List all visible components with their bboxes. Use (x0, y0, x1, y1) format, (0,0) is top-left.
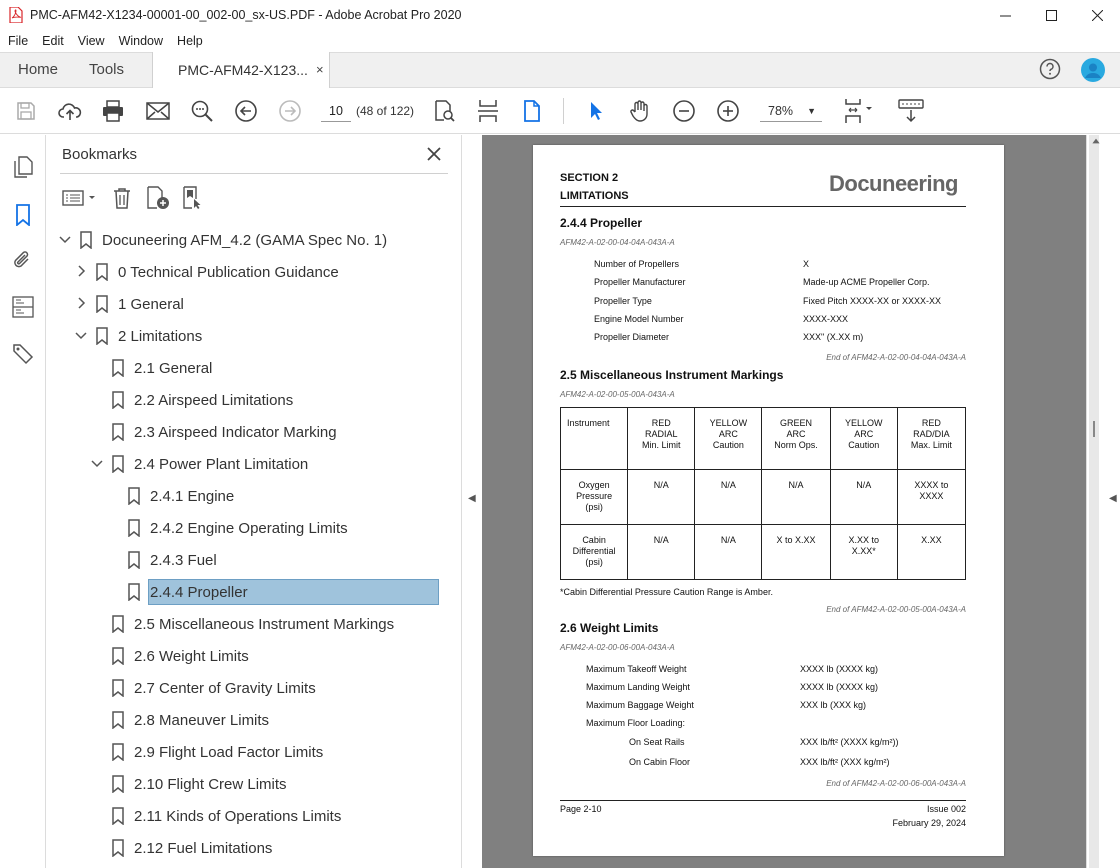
single-page-view-icon[interactable] (519, 98, 545, 124)
left-navigation-rail (0, 135, 46, 868)
table-header-cell: RED RAD/DIA Max. Limit (897, 408, 965, 470)
weight-limit-value: XXX lb (XXX kg) (800, 700, 867, 710)
bookmark-icon (96, 295, 108, 313)
hand-tool-icon[interactable] (627, 98, 653, 124)
close-window-button[interactable] (1074, 0, 1120, 30)
page-number-input[interactable]: 10 (321, 100, 351, 122)
bookmark-2-8-maneuver[interactable] (46, 706, 446, 734)
table-cell: X.XX (897, 525, 965, 580)
next-page-icon[interactable] (277, 98, 303, 124)
table-cell: X to X.XX (762, 525, 830, 580)
bookmark-2-10-flight-crew[interactable] (46, 770, 446, 798)
bookmark-label: 2.2 Airspeed Limitations (134, 392, 294, 409)
weight-limit-label: Maximum Baggage Weight (586, 700, 694, 710)
section-title-line1: SECTION 2 (560, 172, 619, 184)
bookmark-label: 2.5 Miscellaneous Instrument Markings (134, 616, 395, 633)
bookmark-label: 2.4.2 Engine Operating Limits (150, 520, 348, 537)
layers-icon[interactable] (11, 295, 35, 319)
tab-home[interactable]: Home (18, 61, 59, 78)
bookmark-2-11-kinds-of-operations[interactable] (46, 802, 446, 830)
bookmark-options-icon[interactable] (62, 186, 98, 210)
close-icon[interactable] (424, 144, 444, 164)
propeller-spec-label: Engine Model Number (594, 313, 684, 324)
title-bar (0, 0, 1120, 30)
table-cell: N/A (695, 525, 762, 580)
bookmark-icon (128, 551, 140, 569)
bookmark-label: 0 Technical Publication Guidance (118, 264, 339, 281)
search-document-icon[interactable] (431, 98, 457, 124)
table-header-row (561, 408, 966, 470)
bookmark-label: 2 Limitations (118, 328, 203, 345)
propeller-spec-value: X (803, 259, 810, 269)
help-icon[interactable] (1039, 58, 1061, 80)
table-header-cell: GREEN ARC Norm Ops. (762, 408, 830, 470)
chevron-down-icon: ▼ (807, 106, 816, 116)
weight-limit-label: On Cabin Floor (629, 757, 691, 767)
table-cell: N/A (628, 525, 695, 580)
document-scrollbar-thumb[interactable] (1093, 421, 1095, 437)
propeller-spec-value: Fixed Pitch XXXX-XX or XXXX-XX (803, 295, 942, 306)
header-rule (560, 206, 966, 207)
bookmark-icon (112, 807, 124, 825)
bookmark-icon (112, 775, 124, 793)
menu-bar (0, 30, 1120, 52)
propeller-heading: 2.4.4 Propeller (560, 216, 643, 230)
zoom-value: 78% (768, 104, 794, 118)
menu-edit[interactable]: Edit (42, 34, 64, 48)
chevron-right-icon[interactable] (74, 264, 88, 278)
select-cursor-icon[interactable] (583, 98, 609, 124)
table-cell: X.XX to X.XX* (830, 525, 897, 580)
previous-page-icon[interactable] (233, 98, 259, 124)
bookmark-label: 2.12 Fuel Limitations (134, 840, 273, 857)
email-icon[interactable] (145, 98, 171, 124)
bookmark-label: 2.4.3 Fuel (150, 552, 217, 569)
weight-limit-value: XXXX lb (XXXX kg) (800, 682, 879, 692)
page-count-label: (48 of 122) (356, 104, 415, 118)
bookmark-label: 2.8 Maneuver Limits (134, 712, 270, 729)
weight-end-dmc: End of AFM42-A-02-00-06-00A-043A-A (826, 779, 966, 788)
bookmark-label: 2.3 Airspeed Indicator Marking (134, 424, 337, 441)
page-thumbnails-icon[interactable] (11, 155, 35, 179)
bookmark-label: 2.11 Kinds of Operations Limits (134, 808, 342, 825)
bookmark-icon (96, 263, 108, 281)
bookmark-icon (112, 839, 124, 857)
bookmark-icon (112, 743, 124, 761)
document-scrollbar[interactable] (1089, 135, 1099, 868)
table-cell: N/A (762, 470, 830, 525)
panel-splitter[interactable] (462, 135, 482, 868)
attachments-icon[interactable] (11, 248, 35, 272)
tab-tools[interactable]: Tools (89, 61, 125, 78)
propeller-spec-value: XXX" (X.XX m) (803, 332, 864, 343)
find-icon[interactable] (189, 98, 215, 124)
menu-window[interactable]: Window (118, 34, 164, 48)
tab-bar (0, 52, 1120, 88)
table-row (561, 470, 966, 525)
print-icon[interactable] (100, 98, 126, 124)
bookmark-label: 2.9 Flight Load Factor Limits (134, 744, 324, 761)
bookmark-label: 2.6 Weight Limits (134, 648, 249, 665)
weight-heading: 2.6 Weight Limits (560, 621, 659, 635)
bookmarks-toolbar (60, 173, 448, 215)
propeller-spec-value: Made-up ACME Propeller Corp. (803, 277, 930, 288)
bookmarks-panel (46, 135, 462, 868)
bookmark-icon (112, 711, 124, 729)
chevron-down-icon[interactable] (74, 328, 88, 342)
table-row (561, 525, 966, 580)
zoom-select[interactable] (760, 100, 822, 122)
bookmark-icon (96, 327, 108, 345)
toolbar-separator (563, 98, 564, 124)
weight-limit-label: Maximum Landing Weight (586, 682, 690, 692)
chevron-down-icon[interactable] (58, 232, 72, 246)
weight-limit-value: XXX lb/ft² (XXXX kg/m²)) (800, 737, 899, 747)
bookmark-label: Docuneering AFM_4.2 (GAMA Spec No. 1) (102, 232, 388, 249)
tab-document-label: PMC-AFM42-X123... (178, 62, 308, 78)
bookmark-2-4-3-fuel[interactable] (46, 546, 446, 574)
bookmark-icon (112, 455, 124, 473)
bookmark-icon (112, 423, 124, 441)
bookmark-icon (112, 359, 124, 377)
bookmark-2-6-weight[interactable] (46, 642, 446, 670)
zoom-out-icon[interactable] (671, 98, 697, 124)
bookmark-root[interactable] (46, 226, 446, 254)
bookmark-0-tech-pub[interactable] (46, 258, 446, 286)
table-header-cell: Instrument (561, 408, 628, 470)
footer-date: February 29, 2024 (892, 818, 966, 828)
bookmark-label: 2.4.4 Propeller (150, 584, 248, 601)
bookmark-2-2-airspeed[interactable] (46, 386, 446, 414)
company-logo: Docuneering (829, 171, 958, 196)
bookmark-2-4-4-propeller[interactable] (46, 578, 446, 606)
bookmark-2-4-2-engine-operating[interactable] (46, 514, 446, 542)
bookmark-2-limitations[interactable] (46, 322, 446, 350)
bookmark-icon (112, 647, 124, 665)
markings-dmc: AFM42-A-02-00-05-00A-043A-A (560, 390, 675, 399)
bookmark-label: 1 General (118, 296, 184, 313)
table-cell: N/A (628, 470, 695, 525)
window-title: PMC-AFM42-X1234-00001-00_002-00_sx-US.PDF - Adobe Acrobat Pro 2020 (30, 8, 462, 22)
tags-icon[interactable] (11, 342, 35, 366)
bookmark-2-12-fuel-limitations[interactable] (46, 834, 446, 862)
footer-issue: Issue 002 (926, 804, 966, 814)
propeller-spec-value: XXXX-XXX (803, 313, 849, 324)
propeller-spec-label: Propeller Type (594, 295, 652, 306)
bookmark-icon (128, 583, 140, 601)
bookmark-icon (80, 231, 92, 249)
bookmarks-icon[interactable] (11, 203, 35, 227)
chevron-down-icon[interactable] (90, 456, 104, 470)
bookmark-icon (128, 487, 140, 505)
menu-file[interactable]: File (8, 34, 29, 48)
chevron-right-icon[interactable] (74, 296, 88, 310)
page-fit-icon[interactable] (475, 98, 501, 124)
minimize-button[interactable] (982, 0, 1028, 30)
bookmark-icon (112, 679, 124, 697)
bookmark-label: 2.4.1 Engine (150, 488, 235, 505)
scroll-up-icon[interactable] (1089, 135, 1103, 147)
propeller-spec-label: Propeller Diameter (594, 332, 670, 343)
bookmark-2-9-load-factor[interactable] (46, 738, 446, 766)
bookmark-1-general[interactable] (46, 290, 446, 318)
cloud-upload-icon[interactable] (57, 98, 83, 124)
menu-view[interactable]: View (77, 34, 105, 48)
zoom-in-icon[interactable] (715, 98, 741, 124)
bookmark-2-3-airspeed-indicator[interactable] (46, 418, 446, 446)
weight-dmc: AFM42-A-02-00-06-00A-043A-A (560, 643, 675, 652)
avatar[interactable] (1081, 58, 1105, 82)
bookmark-2-7-cg[interactable] (46, 674, 446, 702)
markings-note: *Cabin Differential Pressure Caution Range is Amber. (560, 587, 773, 597)
delete-bookmark-icon[interactable] (112, 186, 132, 210)
markings-heading: 2.5 Miscellaneous Instrument Markings (560, 368, 784, 382)
bookmark-label: 2.4 Power Plant Limitation (134, 456, 309, 473)
tab-document[interactable] (152, 52, 330, 89)
bookmark-2-4-1-engine[interactable] (46, 482, 446, 510)
save-icon[interactable] (13, 98, 39, 124)
bookmark-icon (112, 391, 124, 409)
propeller-end-dmc: End of AFM42-A-02-00-04-04A-043A-A (826, 353, 966, 362)
footer-page-number: Page 2-10 (560, 804, 602, 814)
bookmark-from-structure-icon[interactable] (182, 186, 204, 210)
table-cell: Oxygen Pressure (psi) (561, 470, 628, 525)
table-header-cell: YELLOW ARC Caution (695, 408, 762, 470)
propeller-dmc: AFM42-A-02-00-04-04A-043A-A (560, 238, 675, 247)
table-cell: N/A (695, 470, 762, 525)
weight-limit-value: XXXX lb (XXXX kg) (800, 664, 879, 674)
pdf-page (533, 145, 1004, 856)
bookmark-label: 2.1 General (134, 360, 213, 377)
new-bookmark-icon[interactable] (146, 186, 170, 210)
table-cell: XXXX to XXXX (897, 470, 965, 525)
bookmark-label: 2.10 Flight Crew Limits (134, 776, 287, 793)
main-toolbar (0, 88, 1120, 134)
weight-limit-label: Maximum Floor Loading: (586, 718, 686, 728)
propeller-spec-label: Number of Propellers (594, 259, 680, 269)
propeller-spec-label: Propeller Manufacturer (594, 277, 686, 288)
section-title-line2: LIMITATIONS (560, 190, 629, 202)
instrument-markings-table (560, 407, 966, 580)
bookmark-icon (128, 519, 140, 537)
bookmark-2-5-misc-markings[interactable] (46, 610, 446, 638)
weight-limit-value: XXX lb/ft² (XXX kg/m²) (800, 757, 890, 767)
expand-right-pane-icon[interactable]: ◀ (1109, 493, 1117, 504)
tab-close-icon[interactable]: × (316, 62, 324, 77)
weight-limit-label: On Seat Rails (629, 737, 685, 747)
table-cell: N/A (830, 470, 897, 525)
keyboard-scroll-icon[interactable] (897, 98, 925, 124)
weight-limit-label: Maximum Takeoff Weight (586, 664, 687, 674)
bookmark-2-4-power-plant[interactable] (46, 450, 446, 478)
menu-help[interactable]: Help (177, 34, 203, 48)
footer-rule (560, 800, 966, 801)
bookmark-2-1-general[interactable] (46, 354, 446, 382)
bookmark-label: 2.7 Center of Gravity Limits (134, 680, 316, 697)
table-header-cell: YELLOW ARC Caution (830, 408, 897, 470)
page-display-icon[interactable] (840, 98, 876, 124)
right-gutter (1086, 135, 1120, 868)
collapse-panel-icon[interactable]: ◀ (468, 493, 476, 504)
maximize-button[interactable] (1028, 0, 1074, 30)
table-header-cell: RED RADIAL Min. Limit (628, 408, 695, 470)
markings-end-dmc: End of AFM42-A-02-00-05-00A-043A-A (826, 605, 966, 614)
bookmarks-panel-title: Bookmarks (62, 146, 138, 163)
table-cell: Cabin Differential (psi) (561, 525, 628, 580)
bookmark-icon (112, 615, 124, 633)
pdf-file-icon (9, 7, 23, 23)
